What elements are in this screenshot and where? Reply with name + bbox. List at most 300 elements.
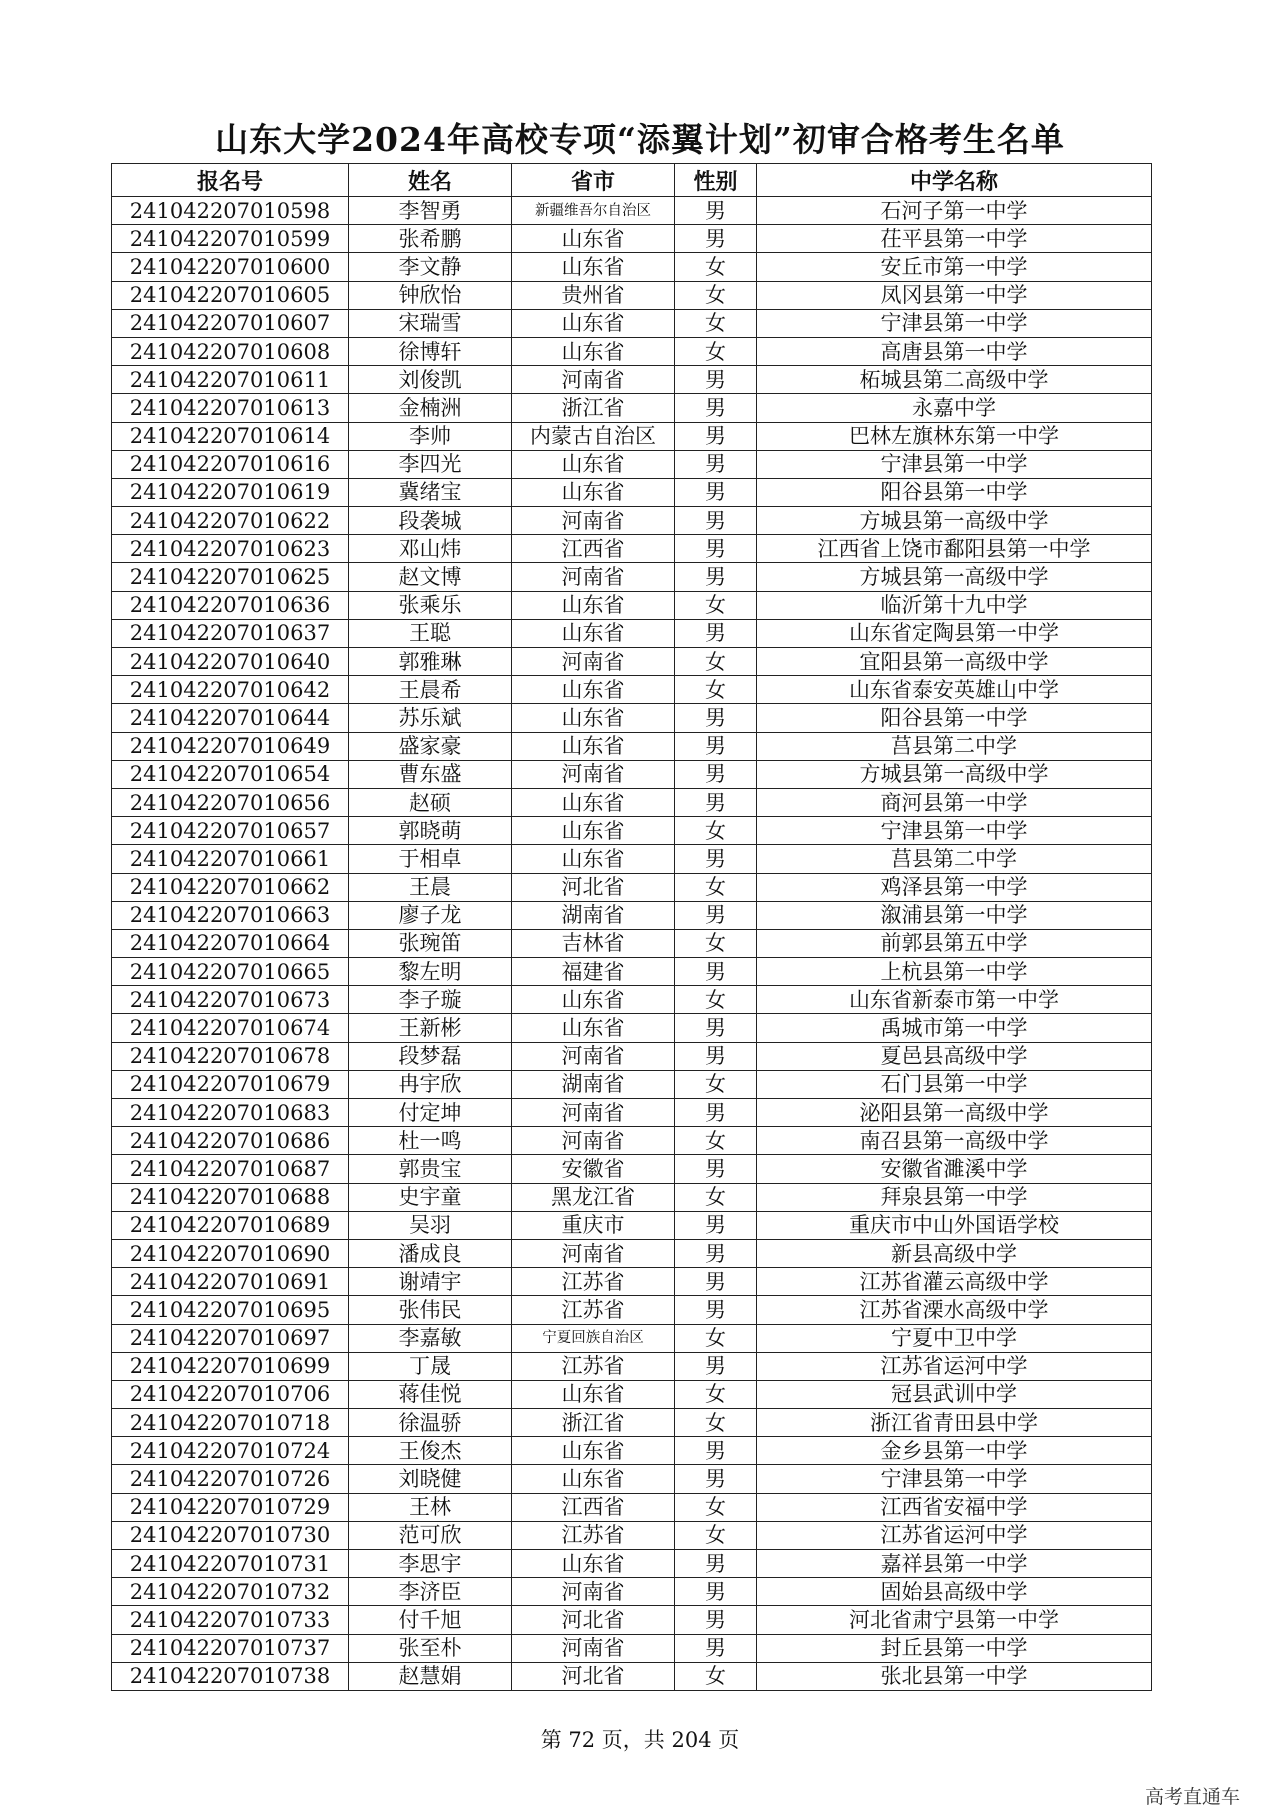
name-cell: 段梦磊: [349, 1042, 512, 1070]
registration-number-cell: 241042207010619: [112, 478, 349, 506]
school-cell: 山东省新泰市第一中学: [757, 986, 1152, 1014]
name-cell: 付定坤: [349, 1099, 512, 1127]
registration-number-cell: 241042207010637: [112, 619, 349, 647]
name-cell: 张至朴: [349, 1634, 512, 1662]
table-row: [112, 1521, 1152, 1549]
table-row: [112, 1183, 1152, 1211]
name-cell: 李帅: [349, 422, 512, 450]
registration-number-cell: 241042207010726: [112, 1465, 349, 1493]
registration-number-cell: 241042207010640: [112, 648, 349, 676]
table-row: [112, 619, 1152, 647]
name-cell: 黎左明: [349, 958, 512, 986]
name-cell: 刘晓健: [349, 1465, 512, 1493]
gender-cell: 女: [675, 817, 757, 845]
province-cell: 河南省: [512, 507, 675, 535]
registration-number-cell: 241042207010688: [112, 1183, 349, 1211]
table-row: [112, 197, 1152, 225]
name-cell: 赵慧娟: [349, 1662, 512, 1690]
table-row: [112, 253, 1152, 281]
table-row: [112, 366, 1152, 394]
school-cell: 上杭县第一中学: [757, 958, 1152, 986]
province-cell: 山东省: [512, 1550, 675, 1578]
name-cell: 蒋佳悦: [349, 1380, 512, 1408]
province-cell: 山东省: [512, 986, 675, 1014]
table-row: [112, 1296, 1152, 1324]
name-cell: 赵文博: [349, 563, 512, 591]
gender-cell: 女: [675, 1070, 757, 1098]
school-cell: 永嘉中学: [757, 394, 1152, 422]
gender-cell: 男: [675, 1465, 757, 1493]
table-row: [112, 1634, 1152, 1662]
school-cell: 禹城市第一中学: [757, 1014, 1152, 1042]
province-cell: 河南省: [512, 1127, 675, 1155]
registration-number-cell: 241042207010678: [112, 1042, 349, 1070]
table-row: [112, 1042, 1152, 1070]
school-cell: 安徽省濉溪中学: [757, 1155, 1152, 1183]
table-row: [112, 1578, 1152, 1606]
registration-number-cell: 241042207010657: [112, 817, 349, 845]
school-cell: 茌平县第一中学: [757, 225, 1152, 253]
name-cell: 王俊杰: [349, 1437, 512, 1465]
name-cell: 张琬笛: [349, 929, 512, 957]
name-cell: 潘成良: [349, 1239, 512, 1267]
name-cell: 邓山炜: [349, 535, 512, 563]
school-cell: 方城县第一高级中学: [757, 760, 1152, 788]
school-cell: 宁津县第一中学: [757, 1465, 1152, 1493]
gender-cell: 男: [675, 563, 757, 591]
table-row: [112, 1437, 1152, 1465]
school-cell: 泌阳县第一高级中学: [757, 1099, 1152, 1127]
province-cell: 江苏省: [512, 1296, 675, 1324]
province-cell: 山东省: [512, 225, 675, 253]
registration-number-cell: 241042207010608: [112, 337, 349, 365]
registration-number-cell: 241042207010690: [112, 1239, 349, 1267]
registration-number-cell: 241042207010614: [112, 422, 349, 450]
registration-number-cell: 241042207010623: [112, 535, 349, 563]
gender-cell: 男: [675, 1437, 757, 1465]
province-cell: 山东省: [512, 309, 675, 337]
school-cell: 安丘市第一中学: [757, 253, 1152, 281]
name-cell: 王晨希: [349, 676, 512, 704]
province-cell: 浙江省: [512, 394, 675, 422]
name-cell: 郭雅琳: [349, 648, 512, 676]
gender-cell: 男: [675, 732, 757, 760]
table-row: [112, 845, 1152, 873]
table-row: [112, 225, 1152, 253]
province-cell: 重庆市: [512, 1211, 675, 1239]
name-cell: 李智勇: [349, 197, 512, 225]
province-cell: 河北省: [512, 1606, 675, 1634]
registration-number-cell: 241042207010607: [112, 309, 349, 337]
school-cell: 宜阳县第一高级中学: [757, 648, 1152, 676]
name-cell: 曹东盛: [349, 760, 512, 788]
gender-cell: 女: [675, 873, 757, 901]
province-cell: 黑龙江省: [512, 1183, 675, 1211]
table-row: [112, 1662, 1152, 1690]
province-cell: 贵州省: [512, 281, 675, 309]
header-name: 姓名: [349, 164, 512, 197]
name-cell: 赵硕: [349, 788, 512, 816]
table-row: [112, 873, 1152, 901]
school-cell: 方城县第一高级中学: [757, 563, 1152, 591]
candidate-table: [111, 163, 1152, 1691]
school-cell: 溆浦县第一中学: [757, 901, 1152, 929]
registration-number-cell: 241042207010733: [112, 1606, 349, 1634]
registration-number-cell: 241042207010654: [112, 760, 349, 788]
school-cell: 宁津县第一中学: [757, 817, 1152, 845]
registration-number-cell: 241042207010738: [112, 1662, 349, 1690]
province-cell: 山东省: [512, 1380, 675, 1408]
province-cell: 内蒙古自治区: [512, 422, 675, 450]
school-cell: 山东省泰安英雄山中学: [757, 676, 1152, 704]
province-cell: 河南省: [512, 1042, 675, 1070]
school-cell: 江西省安福中学: [757, 1493, 1152, 1521]
gender-cell: 女: [675, 1662, 757, 1690]
gender-cell: 男: [675, 450, 757, 478]
name-cell: 冉宇欣: [349, 1070, 512, 1098]
name-cell: 郭贵宝: [349, 1155, 512, 1183]
school-cell: 宁津县第一中学: [757, 309, 1152, 337]
school-cell: 方城县第一高级中学: [757, 507, 1152, 535]
gender-cell: 男: [675, 788, 757, 816]
school-cell: 鸡泽县第一中学: [757, 873, 1152, 901]
school-cell: 高唐县第一中学: [757, 337, 1152, 365]
school-cell: 夏邑县高级中学: [757, 1042, 1152, 1070]
registration-number-cell: 241042207010731: [112, 1550, 349, 1578]
gender-cell: 男: [675, 507, 757, 535]
table-row: [112, 337, 1152, 365]
school-cell: 江苏省运河中学: [757, 1352, 1152, 1380]
name-cell: 王新彬: [349, 1014, 512, 1042]
province-cell: 河南省: [512, 563, 675, 591]
school-cell: 莒县第二中学: [757, 845, 1152, 873]
gender-cell: 男: [675, 1634, 757, 1662]
gender-cell: 男: [675, 1352, 757, 1380]
gender-cell: 男: [675, 760, 757, 788]
table-row: [112, 535, 1152, 563]
name-cell: 盛家豪: [349, 732, 512, 760]
gender-cell: 男: [675, 1099, 757, 1127]
gender-cell: 男: [675, 1042, 757, 1070]
province-cell: 江西省: [512, 1493, 675, 1521]
school-cell: 巴林左旗林东第一中学: [757, 422, 1152, 450]
school-cell: 阳谷县第一中学: [757, 704, 1152, 732]
name-cell: 吴羽: [349, 1211, 512, 1239]
province-cell: 河南省: [512, 1634, 675, 1662]
gender-cell: 男: [675, 197, 757, 225]
gender-cell: 女: [675, 281, 757, 309]
table-row: [112, 394, 1152, 422]
registration-number-cell: 241042207010605: [112, 281, 349, 309]
table-row: [112, 648, 1152, 676]
province-cell: 山东省: [512, 253, 675, 281]
table-row: [112, 788, 1152, 816]
registration-number-cell: 241042207010622: [112, 507, 349, 535]
table-row: [112, 1550, 1152, 1578]
school-cell: 阳谷县第一中学: [757, 478, 1152, 506]
school-cell: 莒县第二中学: [757, 732, 1152, 760]
province-cell: 山东省: [512, 591, 675, 619]
gender-cell: 男: [675, 535, 757, 563]
province-cell: 新疆维吾尔自治区: [512, 197, 675, 225]
registration-number-cell: 241042207010732: [112, 1578, 349, 1606]
gender-cell: 男: [675, 1550, 757, 1578]
registration-number-cell: 241042207010644: [112, 704, 349, 732]
gender-cell: 男: [675, 478, 757, 506]
province-cell: 湖南省: [512, 1070, 675, 1098]
registration-number-cell: 241042207010706: [112, 1380, 349, 1408]
table-row: [112, 309, 1152, 337]
school-cell: 山东省定陶县第一中学: [757, 619, 1152, 647]
gender-cell: 女: [675, 1409, 757, 1437]
name-cell: 徐博轩: [349, 337, 512, 365]
province-cell: 宁夏回族自治区: [512, 1324, 675, 1352]
school-cell: 石门县第一中学: [757, 1070, 1152, 1098]
page-number: 第 72 页，共 204 页: [540, 1728, 740, 1752]
gender-cell: 男: [675, 1606, 757, 1634]
name-cell: 杜一鸣: [349, 1127, 512, 1155]
registration-number-cell: 241042207010625: [112, 563, 349, 591]
name-cell: 张乘乐: [349, 591, 512, 619]
gender-cell: 女: [675, 1183, 757, 1211]
table-row: [112, 929, 1152, 957]
table-row: [112, 817, 1152, 845]
table-row: [112, 1099, 1152, 1127]
name-cell: 李文静: [349, 253, 512, 281]
registration-number-cell: 241042207010661: [112, 845, 349, 873]
name-cell: 史宇童: [349, 1183, 512, 1211]
gender-cell: 男: [675, 1268, 757, 1296]
gender-cell: 男: [675, 901, 757, 929]
registration-number-cell: 241042207010598: [112, 197, 349, 225]
gender-cell: 男: [675, 1155, 757, 1183]
name-cell: 段袭城: [349, 507, 512, 535]
school-cell: 宁津县第一中学: [757, 450, 1152, 478]
province-cell: 江西省: [512, 535, 675, 563]
province-cell: 河北省: [512, 873, 675, 901]
table-row: [112, 1155, 1152, 1183]
registration-number-cell: 241042207010730: [112, 1521, 349, 1549]
gender-cell: 女: [675, 1127, 757, 1155]
table-row: [112, 1380, 1152, 1408]
name-cell: 宋瑞雪: [349, 309, 512, 337]
table-row: [112, 1070, 1152, 1098]
page-title: 山东大学2024年高校专项“添翼计划”初审合格考生名单: [215, 120, 1065, 159]
registration-number-cell: 241042207010718: [112, 1409, 349, 1437]
name-cell: 丁晟: [349, 1352, 512, 1380]
table-row: [112, 422, 1152, 450]
registration-number-cell: 241042207010691: [112, 1268, 349, 1296]
province-cell: 河南省: [512, 1099, 675, 1127]
registration-number-cell: 241042207010673: [112, 986, 349, 1014]
registration-number-cell: 241042207010689: [112, 1211, 349, 1239]
gender-cell: 女: [675, 1380, 757, 1408]
school-cell: 柘城县第二高级中学: [757, 366, 1152, 394]
registration-number-cell: 241042207010611: [112, 366, 349, 394]
gender-cell: 男: [675, 704, 757, 732]
table-row: [112, 450, 1152, 478]
school-cell: 江苏省灌云高级中学: [757, 1268, 1152, 1296]
table-row: [112, 478, 1152, 506]
gender-cell: 男: [675, 1014, 757, 1042]
province-cell: 山东省: [512, 788, 675, 816]
school-cell: 石河子第一中学: [757, 197, 1152, 225]
province-cell: 山东省: [512, 1014, 675, 1042]
table-row: [112, 732, 1152, 760]
table-row: [112, 563, 1152, 591]
gender-cell: 女: [675, 1324, 757, 1352]
province-cell: 山东省: [512, 704, 675, 732]
name-cell: 苏乐斌: [349, 704, 512, 732]
name-cell: 郭晓萌: [349, 817, 512, 845]
header-school: 中学名称: [757, 164, 1152, 197]
province-cell: 山东省: [512, 732, 675, 760]
province-cell: 山东省: [512, 337, 675, 365]
registration-number-cell: 241042207010599: [112, 225, 349, 253]
table-row: [112, 507, 1152, 535]
registration-number-cell: 241042207010683: [112, 1099, 349, 1127]
school-cell: 江西省上饶市鄱阳县第一中学: [757, 535, 1152, 563]
gender-cell: 男: [675, 1239, 757, 1267]
school-cell: 嘉祥县第一中学: [757, 1550, 1152, 1578]
table-row: [112, 1127, 1152, 1155]
registration-number-cell: 241042207010663: [112, 901, 349, 929]
table-row: [112, 281, 1152, 309]
school-cell: 新县高级中学: [757, 1239, 1152, 1267]
gender-cell: 女: [675, 676, 757, 704]
table-row: [112, 986, 1152, 1014]
table-row: [112, 1268, 1152, 1296]
registration-number-cell: 241042207010662: [112, 873, 349, 901]
school-cell: 封丘县第一中学: [757, 1634, 1152, 1662]
registration-number-cell: 241042207010600: [112, 253, 349, 281]
name-cell: 付千旭: [349, 1606, 512, 1634]
name-cell: 范可欣: [349, 1521, 512, 1549]
name-cell: 谢靖宇: [349, 1268, 512, 1296]
school-cell: 张北县第一中学: [757, 1662, 1152, 1690]
table-row: [112, 1239, 1152, 1267]
school-cell: 宁夏中卫中学: [757, 1324, 1152, 1352]
name-cell: 张希鹏: [349, 225, 512, 253]
gender-cell: 女: [675, 648, 757, 676]
gender-cell: 男: [675, 1296, 757, 1324]
table-row: [112, 901, 1152, 929]
province-cell: 山东省: [512, 1465, 675, 1493]
province-cell: 浙江省: [512, 1409, 675, 1437]
registration-number-cell: 241042207010616: [112, 450, 349, 478]
school-cell: 金乡县第一中学: [757, 1437, 1152, 1465]
header-province: 省市: [512, 164, 675, 197]
school-cell: 重庆市中山外国语学校: [757, 1211, 1152, 1239]
school-cell: 江苏省运河中学: [757, 1521, 1152, 1549]
table-row: [112, 1493, 1152, 1521]
school-cell: 河北省肃宁县第一中学: [757, 1606, 1152, 1634]
school-cell: 凤冈县第一中学: [757, 281, 1152, 309]
province-cell: 河北省: [512, 1662, 675, 1690]
school-cell: 商河县第一中学: [757, 788, 1152, 816]
school-cell: 江苏省溧水高级中学: [757, 1296, 1152, 1324]
school-cell: 前郭县第五中学: [757, 929, 1152, 957]
registration-number-cell: 241042207010697: [112, 1324, 349, 1352]
table-row: [112, 958, 1152, 986]
gender-cell: 男: [675, 394, 757, 422]
table-row: [112, 760, 1152, 788]
table-body: [112, 197, 1152, 1691]
province-cell: 河南省: [512, 1239, 675, 1267]
name-cell: 李四光: [349, 450, 512, 478]
registration-number-cell: 241042207010636: [112, 591, 349, 619]
name-cell: 李嘉敏: [349, 1324, 512, 1352]
name-cell: 李子璇: [349, 986, 512, 1014]
table-header-row: [112, 164, 1152, 197]
table-row: [112, 1324, 1152, 1352]
registration-number-cell: 241042207010724: [112, 1437, 349, 1465]
province-cell: 山东省: [512, 676, 675, 704]
province-cell: 江苏省: [512, 1268, 675, 1296]
registration-number-cell: 241042207010729: [112, 1493, 349, 1521]
province-cell: 福建省: [512, 958, 675, 986]
province-cell: 山东省: [512, 845, 675, 873]
name-cell: 张伟民: [349, 1296, 512, 1324]
name-cell: 钟欣怡: [349, 281, 512, 309]
gender-cell: 男: [675, 1578, 757, 1606]
province-cell: 吉林省: [512, 929, 675, 957]
gender-cell: 男: [675, 958, 757, 986]
gender-cell: 男: [675, 619, 757, 647]
name-cell: 冀绪宝: [349, 478, 512, 506]
name-cell: 徐温骄: [349, 1409, 512, 1437]
registration-number-cell: 241042207010642: [112, 676, 349, 704]
gender-cell: 女: [675, 986, 757, 1014]
registration-number-cell: 241042207010686: [112, 1127, 349, 1155]
gender-cell: 男: [675, 225, 757, 253]
table-row: [112, 1409, 1152, 1437]
table-row: [112, 1465, 1152, 1493]
school-cell: 冠县武训中学: [757, 1380, 1152, 1408]
header-gender: 性别: [675, 164, 757, 197]
gender-cell: 女: [675, 253, 757, 281]
province-cell: 安徽省: [512, 1155, 675, 1183]
name-cell: 王聪: [349, 619, 512, 647]
table-row: [112, 1211, 1152, 1239]
table-row: [112, 704, 1152, 732]
gender-cell: 男: [675, 422, 757, 450]
registration-number-cell: 241042207010695: [112, 1296, 349, 1324]
gender-cell: 男: [675, 1211, 757, 1239]
name-cell: 金楠洲: [349, 394, 512, 422]
province-cell: 河南省: [512, 648, 675, 676]
gender-cell: 男: [675, 845, 757, 873]
province-cell: 河南省: [512, 760, 675, 788]
school-cell: 拜泉县第一中学: [757, 1183, 1152, 1211]
registration-number-cell: 241042207010687: [112, 1155, 349, 1183]
registration-number-cell: 241042207010664: [112, 929, 349, 957]
registration-number-cell: 241042207010665: [112, 958, 349, 986]
name-cell: 李思宇: [349, 1550, 512, 1578]
province-cell: 山东省: [512, 1437, 675, 1465]
name-cell: 王林: [349, 1493, 512, 1521]
table-row: [112, 1014, 1152, 1042]
registration-number-cell: 241042207010737: [112, 1634, 349, 1662]
registration-number-cell: 241042207010679: [112, 1070, 349, 1098]
table-row: [112, 591, 1152, 619]
watermark: 高考直通车: [1144, 1786, 1240, 1808]
name-cell: 刘俊凯: [349, 366, 512, 394]
gender-cell: 女: [675, 591, 757, 619]
registration-number-cell: 241042207010699: [112, 1352, 349, 1380]
province-cell: 河南省: [512, 366, 675, 394]
gender-cell: 女: [675, 1521, 757, 1549]
